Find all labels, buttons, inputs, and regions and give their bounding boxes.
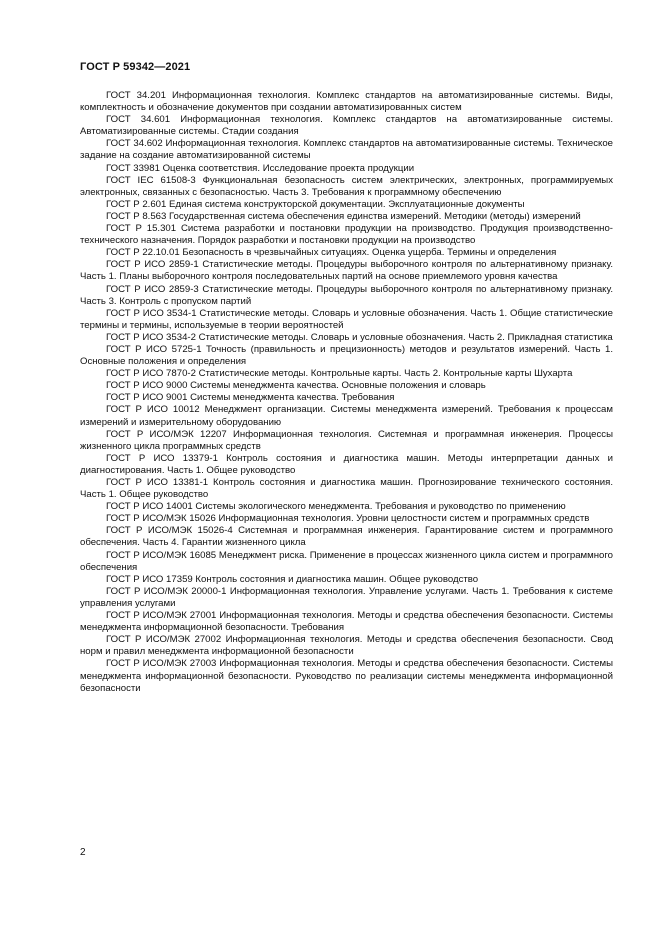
reference-item: ГОСТ Р ИСО 3534-2 Статистические методы. Словарь и условные обозначения. Часть 2. Прикладная статистика [106,331,613,343]
reference-item: ГОСТ Р ИСО/МЭК 20000-1 Информационная технология. Управление услугами. Часть 1. Требования к системе управления услугами [80,585,613,609]
reference-item: ГОСТ Р ИСО 10012 Менеджмент организации. Системы менеджмента измерений. Требования к процессам измерений и измерительному оборудованию [80,404,613,428]
reference-item: ГОСТ 34.201 Информационная технология. Комплекс стандартов на автоматизированные системы. Виды, комплектность и обозначение документов при создании автоматизированных систем [80,90,613,114]
reference-item: ГОСТ Р ИСО 9001 Системы менеджмента качества. Требования [106,392,395,404]
reference-item: ГОСТ 34.602 Информационная технология. Комплекс стандартов на автоматизированные системы. Техническое задание на создание автоматизированной системы [80,138,613,162]
reference-item: ГОСТ Р ИСО 3534-1 Статистические методы. Словарь и условные обозначения. Часть 1. Общие статистические термины и термины, используемые в теории вероятностей [80,307,613,331]
reference-item: ГОСТ Р ИСО 13381-1 Контроль состояния и диагностика машин. Прогнозирование технического состояния. Часть 1. Общее руководство [80,477,613,501]
reference-item: ГОСТ Р ИСО/МЭК 16085 Менеджмент риска. Применение в процессах жизненного цикла систем и программного обеспечения [80,549,613,573]
reference-item: ГОСТ 33981 Оценка соответствия. Исследование проекта продукции [106,162,415,174]
reference-item: ГОСТ Р ИСО/МЭК 27003 Информационная технология. Методы и средства обеспечения безопасности. Системы менеджмента информационной безопасности. Руководство по реализации системы менеджмента информационной безопасности [80,658,613,694]
reference-item: ГОСТ Р ИСО/МЭК 12207 Информационная технология. Системная и программная инженерия. Процессы жизненного цикла программных средств [80,428,613,452]
document-header: ГОСТ Р 59342—2021 [80,61,191,73]
references-list [80,90,613,695]
reference-item: ГОСТ IEC 61508-3 Функциональная безопасность систем электрических, электронных, программируемых электронных, связанных с безопасностью. Часть 3. Требования к программному обеспечению [80,174,613,198]
reference-item: ГОСТ Р ИСО/МЭК 27002 Информационная технология. Методы и средства обеспечения безопасности. Свод норм и правил менеджмента информационной безопасности [80,634,613,658]
reference-item: ГОСТ Р ИСО 7870-2 Статистические методы. Контрольные карты. Часть 2. Контрольные карты Шухарта [106,368,573,380]
reference-item: ГОСТ Р ИСО 2859-3 Статистические методы. Процедуры выборочного контроля по альтернативному признаку. Часть 3. Контроль с пропуском партий [80,283,613,307]
reference-item: ГОСТ Р ИСО 13379-1 Контроль состояния и диагностика машин. Методы интерпретации данных и диагностирования. Часть 1. Общее руководство [80,452,613,476]
reference-item: ГОСТ Р ИСО 14001 Системы экологического менеджмента. Требования и руководство по применению [106,501,566,513]
reference-item: ГОСТ Р ИСО/МЭК 15026-4 Системная и программная инженерия. Гарантирование систем и программного обеспечения. Часть 4. Гарантии жизненного цикла [80,525,613,549]
reference-item: ГОСТ Р 22.10.01 Безопасность в чрезвычайных ситуациях. Оценка ущерба. Термины и определения [106,247,557,259]
reference-item: ГОСТ Р ИСО 17359 Контроль состояния и диагностика машин. Общее руководство [106,573,479,585]
reference-item: ГОСТ Р ИСО/МЭК 27001 Информационная технология. Методы и средства обеспечения безопасности. Системы менеджмента информационной безопасности. Требования [80,610,613,634]
reference-item: ГОСТ Р ИСО 9000 Системы менеджмента качества. Основные положения и словарь [106,380,486,392]
reference-item: ГОСТ Р ИСО 5725-1 Точность (правильность и прецизионность) методов и результатов измерений. Часть 1. Основные положения и определения [80,343,613,368]
reference-item: ГОСТ Р 8.563 Государственная система обеспечения единства измерений. Методики (методы) измерений [106,210,581,222]
reference-item: ГОСТ Р ИСО 2859-1 Статистические методы. Процедуры выборочного контроля по альтернативному признаку. Часть 1. Планы выборочного контроля последовательных партий на основе приемлемого уровня качества [80,259,613,283]
reference-item: ГОСТ Р 15.301 Система разработки и постановки продукции на производство. Продукция производственно-технического назначения. Порядок разработки и постановки продукции на производство [80,223,613,247]
page-number: 2 [80,847,86,858]
reference-item: ГОСТ 34.601 Информационная технология. Комплекс стандартов на автоматизированные системы. Автоматизированные системы. Стадии создания [80,114,613,138]
reference-item: ГОСТ Р ИСО/МЭК 15026 Информационная технология. Уровни целостности систем и программных средств [106,513,590,525]
reference-item: ГОСТ Р 2.601 Единая система конструкторской документации. Эксплуатационные документы [106,198,525,210]
